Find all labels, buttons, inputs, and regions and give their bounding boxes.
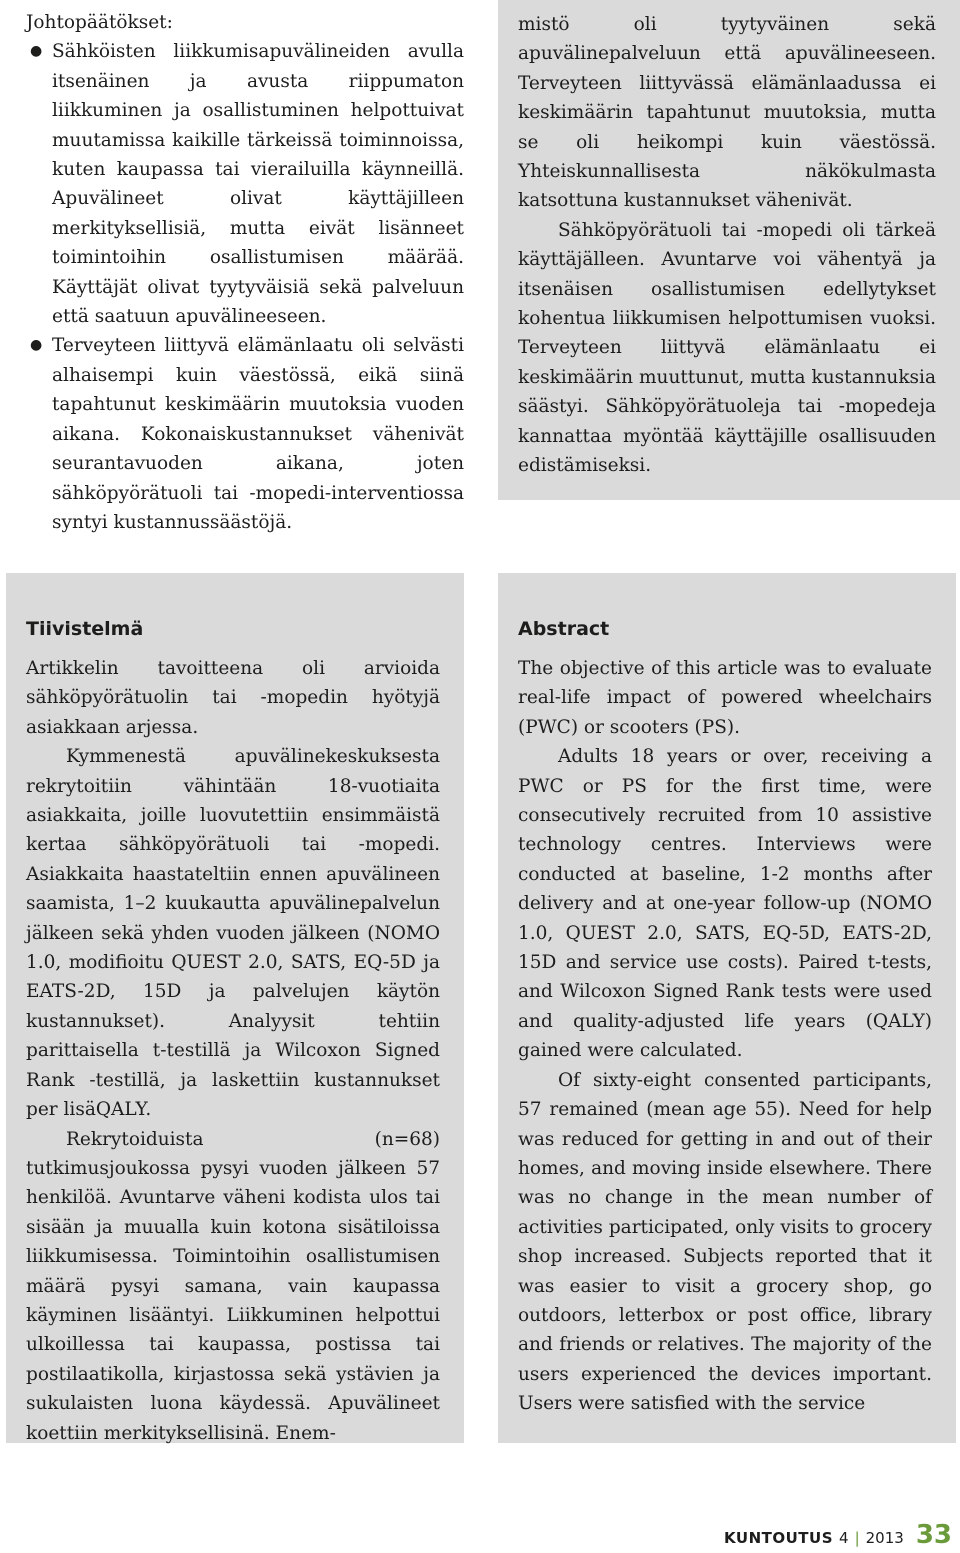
page-number: 33 [915, 1520, 952, 1550]
abstract-paragraph: Adults 18 years or over, receiving a PWC or PS for the first time, were consecutively recruited from 10 assistive technology centres. Interviews were conducted at baseline, 1-2 months after delivery and at one-year follow-up (NOMO 1.0, QUEST 2.0, SATS, EQ-5D, EATS-2D, 15D and service use costs). Paired t-tests, and Wilcoxon Signed Rank tests were used and quality-adjusted life years (QALY) gained were calculated. [518, 746, 932, 1062]
conclusions-bullet [26, 37, 464, 331]
footer-separator: | [854, 1529, 860, 1547]
conclusions-bullet-text: Terveyteen liittyvä elämänlaatu oli selvästi alhaisempi kuin väestössä, eikä siinä tapahtunut keskimäärin muutoksia vuoden aikana. Kokonaiskustannukset vähenivät seurantavuoden aikana, joten sähköpyörätuoli tai -mopedi-interventiossa syntyi kustannussäästöjä. [52, 335, 464, 533]
abstract-box [498, 573, 956, 1443]
bullet-icon: ● [30, 337, 43, 354]
tiivistelma-title: Tiivistelmä [26, 618, 144, 640]
tiivistelma-paragraph: Artikkelin tavoitteena oli arvioida sähköpyörätuolin tai -mopedin hyötyjä asiakkaan arjessa. [26, 658, 440, 738]
summary-paragraph: Sähköpyörätuoli tai -mopedi oli tärkeä käyttäjälleen. Avuntarve voi vähentyä ja itsenäisen osallistumisen edellytykset kohentua liikkumisen helpottumisen vuoksi. Terveyteen liittyvä elämänlaatu ei keskimäärin muuttunut, mutta kustannuksia säästyi. Sähköpyörätuoleja tai -mopedeja kannattaa myöntää käyttäjille osallisuuden edistämiseksi. [518, 219, 936, 477]
issue-number: 4 [839, 1529, 849, 1547]
abstract-title: Abstract [518, 618, 610, 640]
conclusions-bullet [26, 331, 464, 537]
summary-paragraph: mistö oli tyytyväinen sekä apuvälinepalveluun että apuvälineeseen. Terveyteen liittyvässä elämänlaadussa ei keskimäärin tapahtunut muutoksia, mutta se oli heikompi kuin väestössä. Yhteiskunnallisesta näkökulmasta katsottuna kustannukset vähenivät. [518, 14, 936, 212]
bullet-icon: ● [30, 43, 43, 60]
journal-name: KUNTOUTUS [724, 1529, 834, 1547]
issue-year: 2013 [865, 1529, 904, 1547]
tiivistelma-paragraph: Kymmenestä apuvälinekeskuksesta rekrytoitiin vähintään 18-vuotiaita asiakkaita, joille luovutettiin ensimmäistä kertaa sähköpyörätuoli tai -mopedi. Asiakkaita haastateltiin ennen apuvälineen saamista, 1–2 kuukautta apuvälinepalvelun jälkeen sekä yhden vuoden jälkeen (NOMO 1.0, modifioitu QUEST 2.0, SATS, EQ-5D ja EATS-2D, 15D ja palvelujen käytön kustannukset). Analyysit tehtiin parittaisella t-testillä ja Wilcoxon Signed Rank -testillä, ja laskettiin kustannukset per lisäQALY. [26, 746, 440, 1121]
conclusions-heading: Johtopäätökset: [26, 12, 173, 33]
abstract-paragraph: The objective of this article was to evaluate real-life impact of powered wheelchairs (PWC) or scooters (PS). [518, 658, 932, 738]
abstract-paragraph: Of sixty-eight consented participants, 57 remained (mean age 55). Need for help was reduced for getting in and out of their homes, and moving inside elsewhere. There was no change in the mean number of activities participated, only visits to grocery shop increased. Subjects reported that it was easier to visit a grocery shop, go outdoors, letterbox or post office, library and friends or relatives. The majority of the users experienced the devices important. Users were satisfied with the service [518, 1069, 932, 1415]
page-footer [724, 1520, 952, 1548]
tiivistelma-paragraph: Rekrytoiduista (n=68) tutkimusjoukossa pysyi vuoden jälkeen 57 henkilöä. Avuntarve väheni kodista ulos tai sisään ja muualla kuin kotona sisätiloissa liikkumisessa. Toimintoihin osallistumisen määrä pysyi samana, vain kaupassa käyminen lisääntyi. Liikkuminen helpottui ulkoillessa tai kaupassa, postissa tai postilaatikolla, kirjastossa sekä ystävien ja sukulaisten luona käydessä. Apuvälineet koettiin merkityksellisinä. Enem- [26, 1128, 440, 1444]
conclusions-section [26, 8, 464, 537]
conclusions-bullet-text: Sähköisten liikkumisapuvälineiden avulla itsenäinen ja avusta riippumaton liikkuminen ja osallistuminen helpottuivat muutamissa kaikille tärkeissä toiminnoissa, kuten kaupassa tai vierailuilla käynneillä. Apuvälineet olivat käyttäjilleen merkityksellisiä, mutta eivät lisänneet toimintoihin osallistumisen määrää. Käyttäjät olivat tyytyväisiä sekä palveluun että saatuun apuvälineeseen. [52, 41, 464, 328]
tiivistelma-box [6, 573, 464, 1443]
conclusions-list [26, 37, 464, 537]
continued-summary-box [498, 0, 960, 500]
